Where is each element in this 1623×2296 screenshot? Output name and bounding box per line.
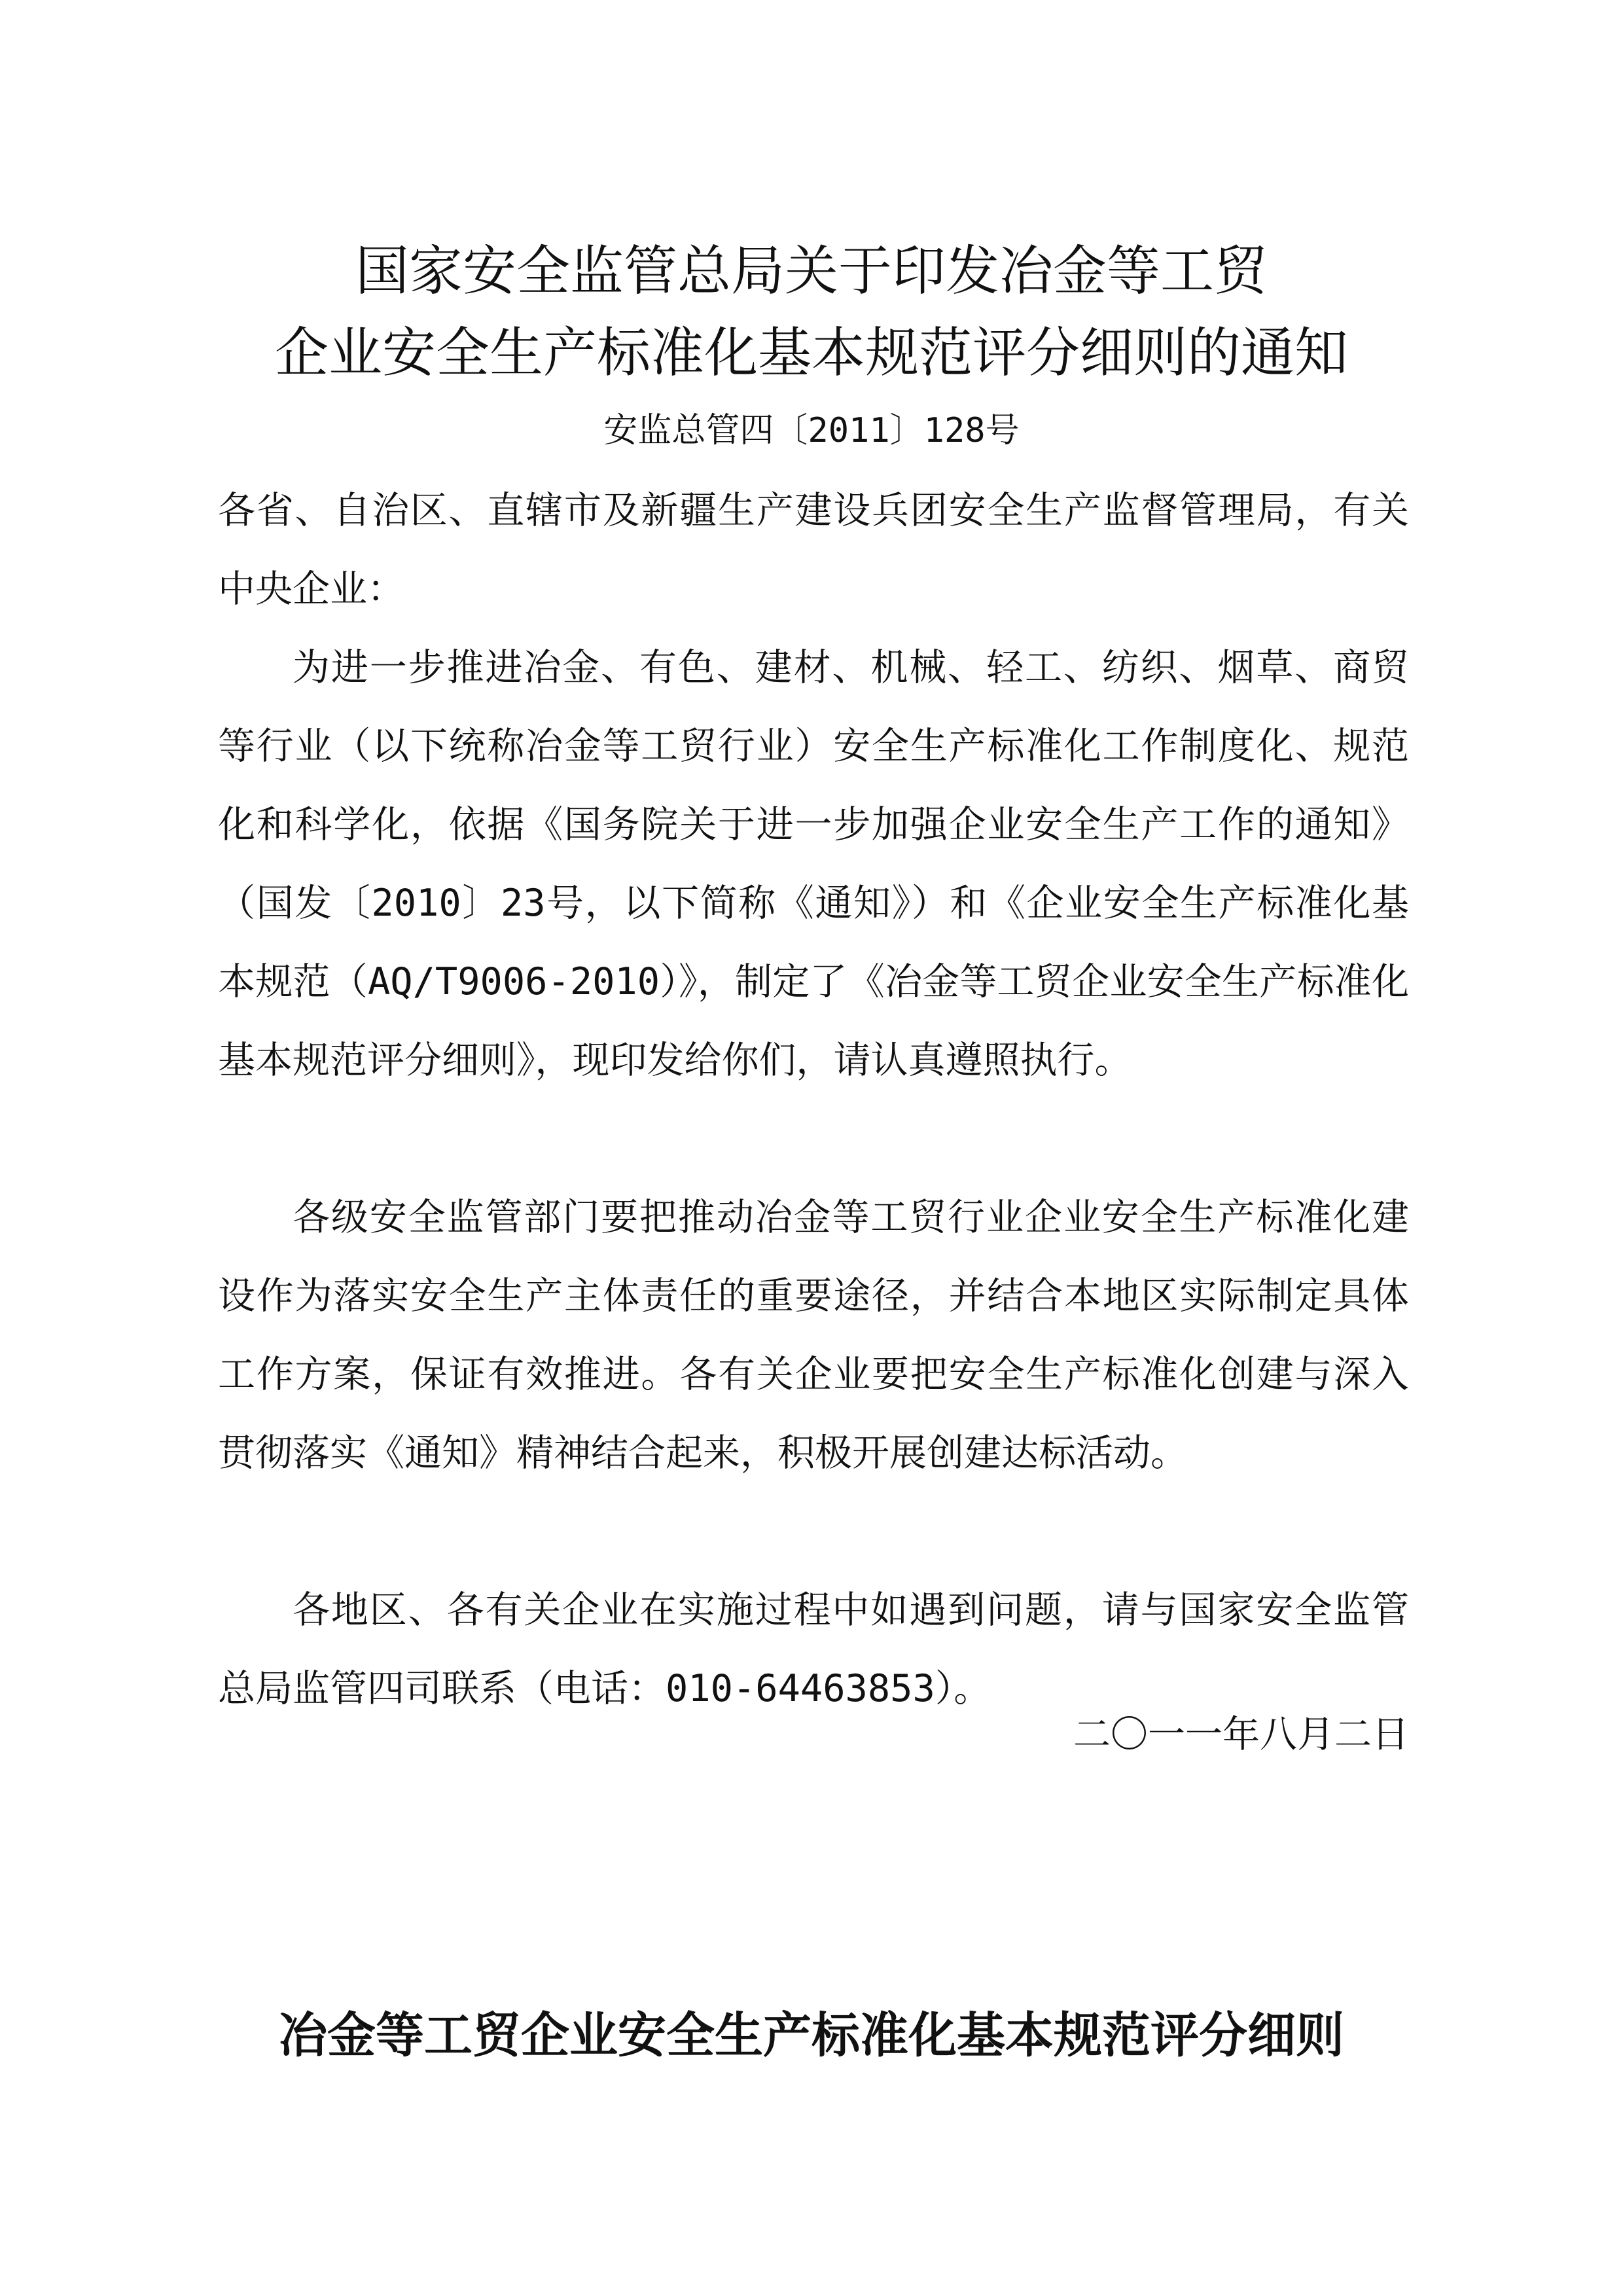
paragraph-3: 各地区、各有关企业在实施过程中如遇到问题，请与国家安全监管总局监管四司联系（电话：010-64463853）。 xyxy=(218,1588,1409,1710)
salutation: 各省、自治区、直辖市及新疆生产建设兵团安全生产监督管理局，有关中央企业： xyxy=(218,489,1409,611)
attachment-title: 冶金等工贸企业安全生产标准化基本规范评分细则 xyxy=(279,2007,1344,2064)
issue-date: 二〇一一年八月二日 xyxy=(1073,1713,1409,1756)
document-number: 安监总管四〔2011〕128号 xyxy=(603,411,1020,450)
paragraph-1: 为进一步推进冶金、有色、建材、机械、轻工、纺织、烟草、商贸等行业（以下统称冶金等工贸行业）安全生产标准化工作制度化、规范化和科学化，依据《国务院关于进一步加强企业安全生产工作的通知》（国发〔2010〕23号，以下简称《通知》）和《企业安全生产标准化基本规范（AQ/T9006-2010）》，制定了《冶金等工贸企业安全生产标准化基本规范评分细则》，现印发给你们，请认真遵照执行。 xyxy=(218,646,1409,1082)
paragraph-2: 各级安全监管部门要把推动冶金等工贸行业企业安全生产标准化建设作为落实安全生产主体责任的重要途径，并结合本地区实际制定具体工作方案，保证有效推进。各有关企业要把安全生产标准化创建与深入贯彻落实《通知》精神结合起来，积极开展创建达标活动。 xyxy=(218,1196,1409,1475)
notice-title-line-2: 企业安全生产标准化基本规范评分细则的通知 xyxy=(274,322,1348,384)
notice-title-line-1: 国家安全监管总局关于印发冶金等工贸 xyxy=(355,240,1268,302)
